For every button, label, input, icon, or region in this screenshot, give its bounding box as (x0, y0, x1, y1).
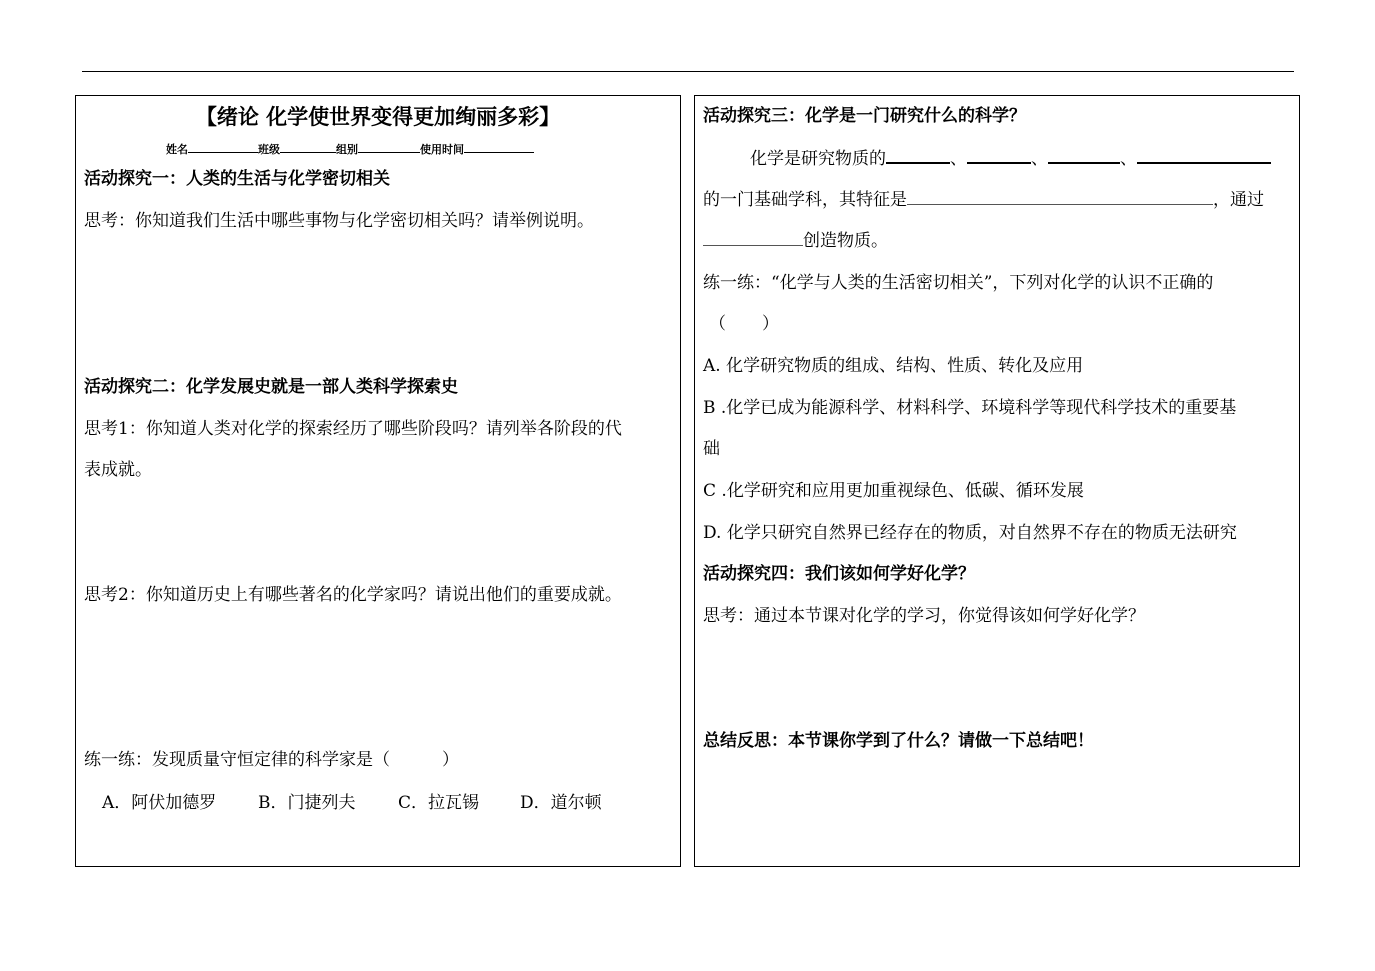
fill-blank-2[interactable] (967, 148, 1031, 164)
sep-1: 、 (950, 149, 967, 169)
practice2-option-b-line2: 础 (703, 439, 720, 459)
activity1-heading: 活动探究一：人类的生活与化学密切相关 (84, 169, 390, 189)
fill-blank-1[interactable] (886, 148, 950, 164)
fill-line2-text-b: ，通过 (1213, 190, 1264, 210)
practice-question-text: 练一练：发现质量守恒定律的科学家是（ (84, 750, 390, 770)
activity3-heading: 活动探究三：化学是一门研究什么的科学？ (703, 106, 1026, 126)
practice2-option-d: D. 化学只研究自然界已经存在的物质，对自然界不存在的物质无法研究 (703, 523, 1237, 543)
sep-3: 、 (1120, 149, 1137, 169)
activity2-think1-line2: 表成就。 (84, 460, 152, 480)
practice2-option-c: C .化学研究和应用更加重视绿色、低碳、循环发展 (703, 481, 1084, 501)
practice2-option-a: A. 化学研究物质的组成、结构、性质、转化及应用 (703, 356, 1084, 376)
activity2-think1-line1: 思考1：你知道人类对化学的探索经历了哪些阶段吗？请列举各阶段的代 (84, 419, 622, 439)
practice-question (84, 749, 459, 771)
activity4-heading: 活动探究四：我们该如何学好化学？ (703, 564, 975, 584)
activity3-fill-line3 (703, 230, 888, 252)
practice2-answer-parens (709, 313, 779, 335)
method-blank[interactable] (703, 230, 803, 246)
left-panel (75, 95, 681, 867)
group-label: 组别 (336, 143, 358, 156)
fill-line1-text: 化学是研究物质的 (750, 149, 886, 169)
activity2-think2: 思考2：你知道历史上有哪些著名的化学家吗？请说出他们的重要成就。 (84, 585, 622, 605)
activity4-think: 思考：通过本节课对化学的学习，你觉得该如何学好化学？ (703, 606, 1145, 626)
time-blank[interactable] (464, 140, 534, 153)
time-label: 使用时间 (420, 143, 464, 156)
group-blank[interactable] (358, 140, 420, 153)
option-b: B．门捷列夫 (258, 793, 356, 813)
class-label: 班级 (258, 143, 280, 156)
fill-blank-3[interactable] (1048, 148, 1120, 164)
practice-options (102, 792, 602, 814)
worksheet-title: 【绪论 化学使世界变得更加绚丽多彩】 (195, 104, 561, 129)
option-c: C．拉瓦锡 (398, 793, 480, 813)
practice-close-paren: ） (442, 750, 459, 770)
right-panel (694, 95, 1300, 867)
fill-line2-text-a: 的一门基础学科，其特征是 (703, 190, 907, 210)
page-top-rule (82, 71, 1294, 72)
class-blank[interactable] (280, 140, 336, 153)
activity3-fill-line1 (750, 148, 1271, 170)
fill-line3-text: 创造物质。 (803, 231, 888, 251)
practice2-question: 练一练：“化学与人类的生活密切相关”，下列对化学的认识不正确的 (703, 273, 1214, 293)
fill-blank-4[interactable] (1137, 148, 1271, 164)
summary-heading: 总结反思：本节课你学到了什么？请做一下总结吧！ (703, 731, 1094, 751)
paren-close: ） (762, 314, 779, 334)
feature-blank[interactable] (907, 189, 1213, 205)
sep-2: 、 (1031, 149, 1048, 169)
option-a: A．阿伏加德罗 (102, 793, 217, 813)
option-d: D．道尔顿 (520, 793, 602, 813)
paren-open: （ (709, 314, 726, 334)
student-info-line (166, 140, 534, 157)
activity3-fill-line2 (703, 189, 1264, 211)
activity2-heading: 活动探究二：化学发展史就是一部人类科学探索史 (84, 377, 458, 397)
activity1-think: 思考：你知道我们生活中哪些事物与化学密切相关吗？请举例说明。 (84, 211, 594, 231)
practice2-option-b-line1: B .化学已成为能源科学、材料科学、环境科学等现代科学技术的重要基 (703, 398, 1237, 418)
name-blank[interactable] (188, 140, 258, 153)
name-label: 姓名 (166, 143, 188, 156)
